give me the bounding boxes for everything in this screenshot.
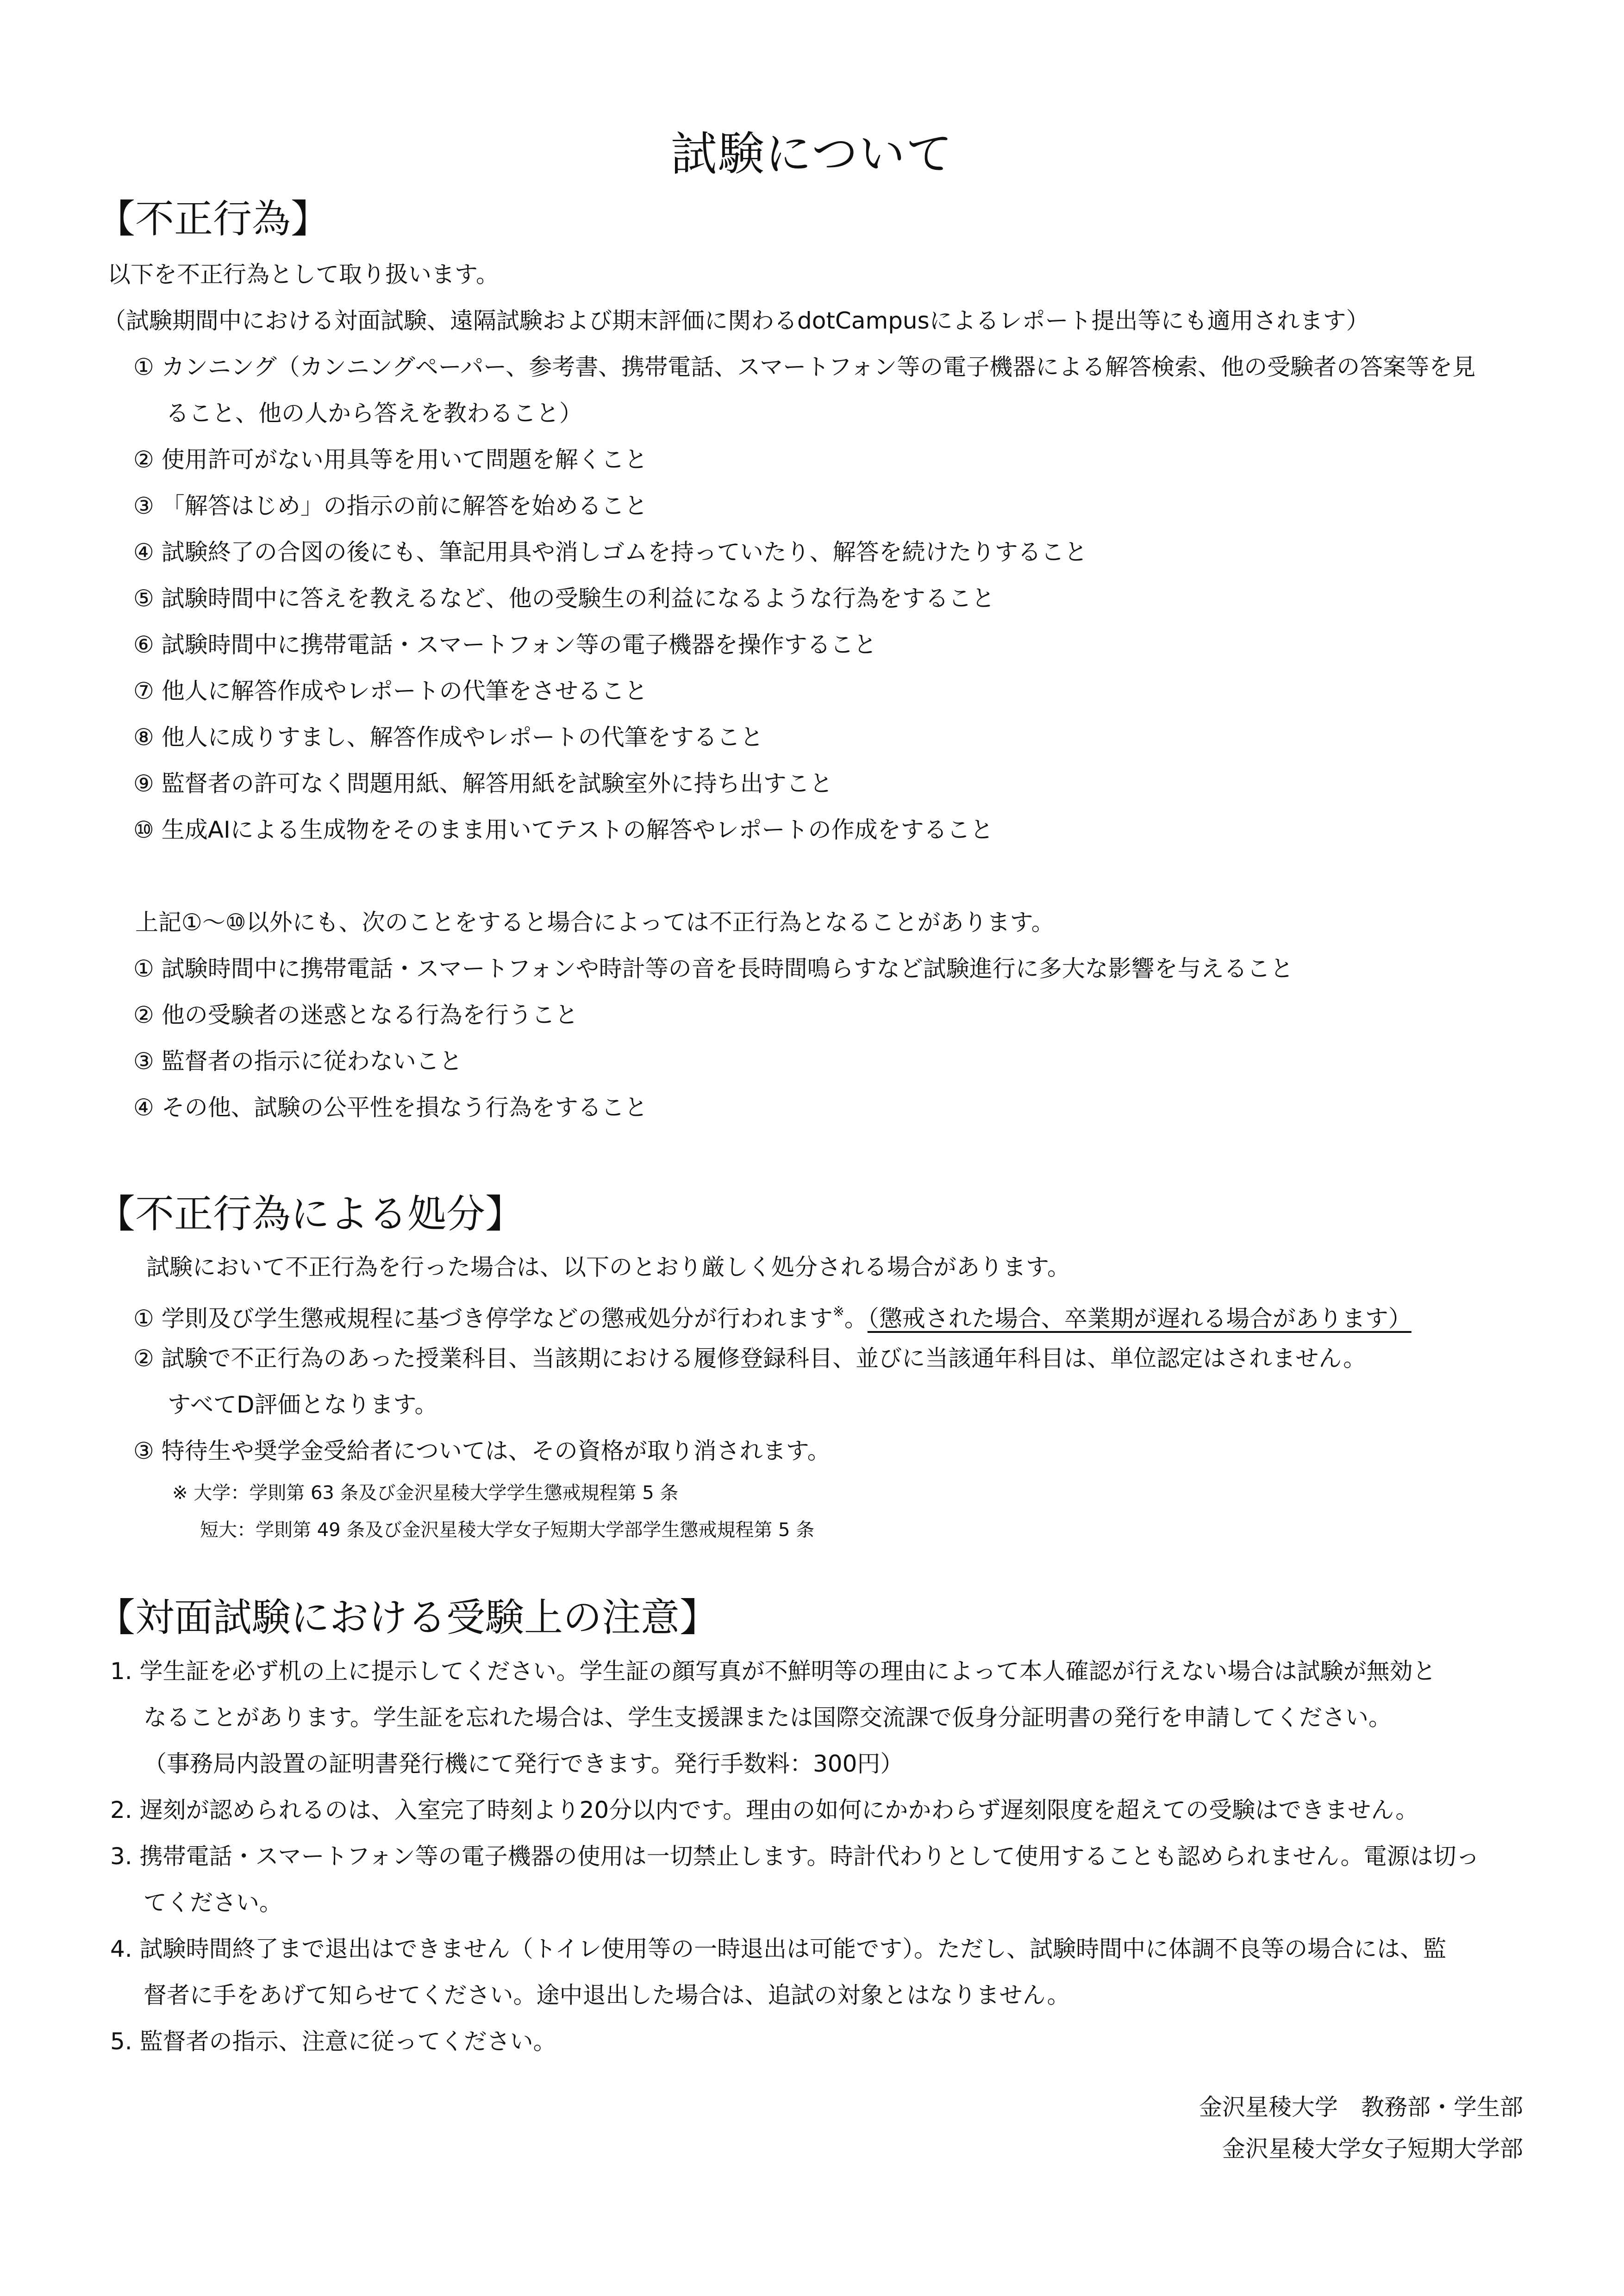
precaution-item-1-line-2: なることがあります。学生証を忘れた場合は、学生支援課または国際交流課で仮身分証明書の発行を申請してください。 [144,1704,1392,1731]
item-number: 4. [110,1935,132,1962]
misconduct-extra-item-2 [133,1000,578,1030]
precaution-item-5 [110,2026,556,2057]
item-text: 他の受験者の迷惑となる行為を行うこと [161,1002,578,1028]
penalty-item-1 [133,1297,1412,1334]
item-number: ⑩ [133,816,154,843]
item-text: 試験で不正行為のあった授業科目、当該期における履修登録科目、並びに当該通年科目は、単位認定はされません。 [161,1345,1367,1372]
item-text: 試験終了の合図の後にも、筆記用具や消しゴムを持っていたり、解答を続けたりすること [161,539,1087,566]
item-number: ④ [133,539,154,566]
misconduct-intro: 以下を不正行為として取り扱います。 [107,261,499,288]
item-text: 試験時間終了まで退出はできません（トイレ使用等の一時退出は可能です）。ただし、試験時間中に体調不良等の場合には、監 [139,1935,1447,1962]
precaution-item-4-line-2: 督者に手をあげて知らせてください。途中退出した場合は、追試の対象とはなりません。 [144,1982,1070,2009]
item-number: ③ [133,1437,154,1464]
penalty-heading: 【不正行為による処分】 [96,1191,525,1237]
precaution-item-1 [110,1656,1436,1686]
penalty-item-2-cont: すべてD評価となります。 [168,1391,438,1418]
item-text: 生成AIによる生成物をそのまま用いてテストの解答やレポートの作成をすること [161,816,993,843]
misconduct-heading: 【不正行為】 [96,196,330,242]
item-number: ⑨ [133,770,154,797]
misconduct-item-7 [133,676,648,706]
item-number: ① [133,1305,154,1332]
item-number: ③ [133,1048,154,1075]
misconduct-item-2 [133,444,648,475]
misconduct-scope: （試験期間中における対面試験、遠隔試験および期末評価に関わるdotCampusによるレポート提出等にも適用されます） [103,307,1369,334]
item-text: 監督者の許可なく問題用紙、解答用紙を試験室外に持ち出すこと [161,770,833,797]
item-number: ⑥ [133,631,154,658]
item-number: ⑤ [133,585,154,612]
precaution-item-3-line-2: てください。 [144,1889,282,1916]
item-text: 「解答はじめ」の指示の前に解答を始めること [161,492,648,519]
misconduct-item-1-cont: ること、他の人から答えを教わること） [166,400,582,427]
precaution-item-2 [110,1795,1418,1825]
page-title: 試験について [671,127,953,181]
item-number: 3. [110,1843,132,1870]
footnote-mark: ※ [832,1304,844,1320]
item-number: 1. [110,1658,132,1685]
misconduct-extra-item-4 [133,1092,648,1123]
underlined-warning: （懲戒された場合、卒業期が遅れる場合があります） [867,1305,1412,1332]
penalty-note-university: ※ 大学：学則第 63 条及び金沢星稜大学学生懲戒規程第 5 条 [172,1482,679,1504]
item-number: 2. [110,1797,132,1823]
misconduct-extra-item-3 [133,1046,462,1076]
penalty-note-junior-college: 短大：学則第 49 条及び金沢星稜大学女子短期大学部学生懲戒規程第 5 条 [200,1519,815,1541]
item-text: 試験時間中に答えを教えるなど、他の受験生の利益になるような行為をすること [161,585,995,612]
item-number: ② [133,446,154,473]
item-number: ② [133,1002,154,1028]
misconduct-item-3 [133,491,648,521]
item-text: 試験時間中に携帯電話・スマートフォンや時計等の音を長時間鳴らすなど試験進行に多大な影響を与えること [161,955,1293,982]
signature-line-2: 金沢星稜大学女子短期大学部 [1222,2135,1523,2162]
item-number: ① [133,354,154,380]
penalty-item-3 [133,1436,831,1466]
penalty-intro: 試験において不正行為を行った場合は、以下のとおり厳しく処分される場合があります。 [146,1254,1070,1281]
item-text: 試験時間中に携帯電話・スマートフォン等の電子機器を操作すること [161,631,877,658]
item-text: その他、試験の公平性を損なう行為をすること [161,1094,648,1121]
penalty-item-2 [133,1343,1366,1374]
item-number: ① [133,955,154,982]
item-number: ⑦ [133,678,154,704]
precaution-item-1-line-3: （事務局内設置の証明書発行機にて発行できます。発行手数料：300円） [144,1750,904,1777]
misconduct-item-4 [133,537,1087,567]
precaution-item-3 [110,1841,1480,1872]
misconduct-extra-intro: 上記①～⑩以外にも、次のことをすると場合によっては不正行為となることがあります。 [135,909,1055,936]
item-text: 学則及び学生懲戒規程に基づき停学などの懲戒処分が行われます [161,1305,833,1332]
item-text: 使用許可がない用具等を用いて問題を解くこと [161,446,648,473]
precaution-item-4 [110,1934,1446,1964]
misconduct-item-9 [133,768,833,799]
item-number: ④ [133,1094,154,1121]
misconduct-item-6 [133,629,877,660]
item-number: ⑧ [133,724,154,751]
item-text: 他人に解答作成やレポートの代筆をさせること [161,678,648,704]
item-text: 特待生や奨学金受給者については、その資格が取り消されます。 [161,1437,831,1464]
item-text: 携帯電話・スマートフォン等の電子機器の使用は一切禁止します。時計代わりとして使用することも認められません。電源は切っ [139,1843,1480,1870]
item-text: 監督者の指示に従わないこと [161,1048,462,1075]
item-text: 他人に成りすまし、解答作成やレポートの代筆をすること [161,724,763,751]
misconduct-extra-item-1 [133,953,1293,984]
misconduct-item-1 [133,352,1475,382]
misconduct-item-5 [133,583,995,614]
precautions-heading: 【対面試験における受験上の注意】 [96,1595,719,1640]
misconduct-item-10 [133,815,993,845]
item-number: 5. [110,2028,132,2055]
item-text: 学生証を必ず机の上に提示してください。学生証の顔写真が不鮮明等の理由によって本人確認が行えない場合は試験が無効と [139,1658,1436,1685]
item-text: 遅刻が認められるのは、入室完了時刻より20分以内です。理由の如何にかかわらず遅刻限度を超えての受験はできません。 [139,1797,1419,1823]
misconduct-item-8 [133,722,763,753]
item-number: ② [133,1345,154,1372]
item-text: 監督者の指示、注意に従ってください。 [139,2028,556,2055]
item-period: 。 [844,1305,868,1332]
item-text: カンニング（カンニングペーパー、参考書、携帯電話、スマートフォン等の電子機器による解答検索、他の受験者の答案等を見 [161,354,1476,380]
signature-line-1: 金沢星稜大学 教務部・学生部 [1199,2094,1523,2121]
item-number: ③ [133,492,154,519]
